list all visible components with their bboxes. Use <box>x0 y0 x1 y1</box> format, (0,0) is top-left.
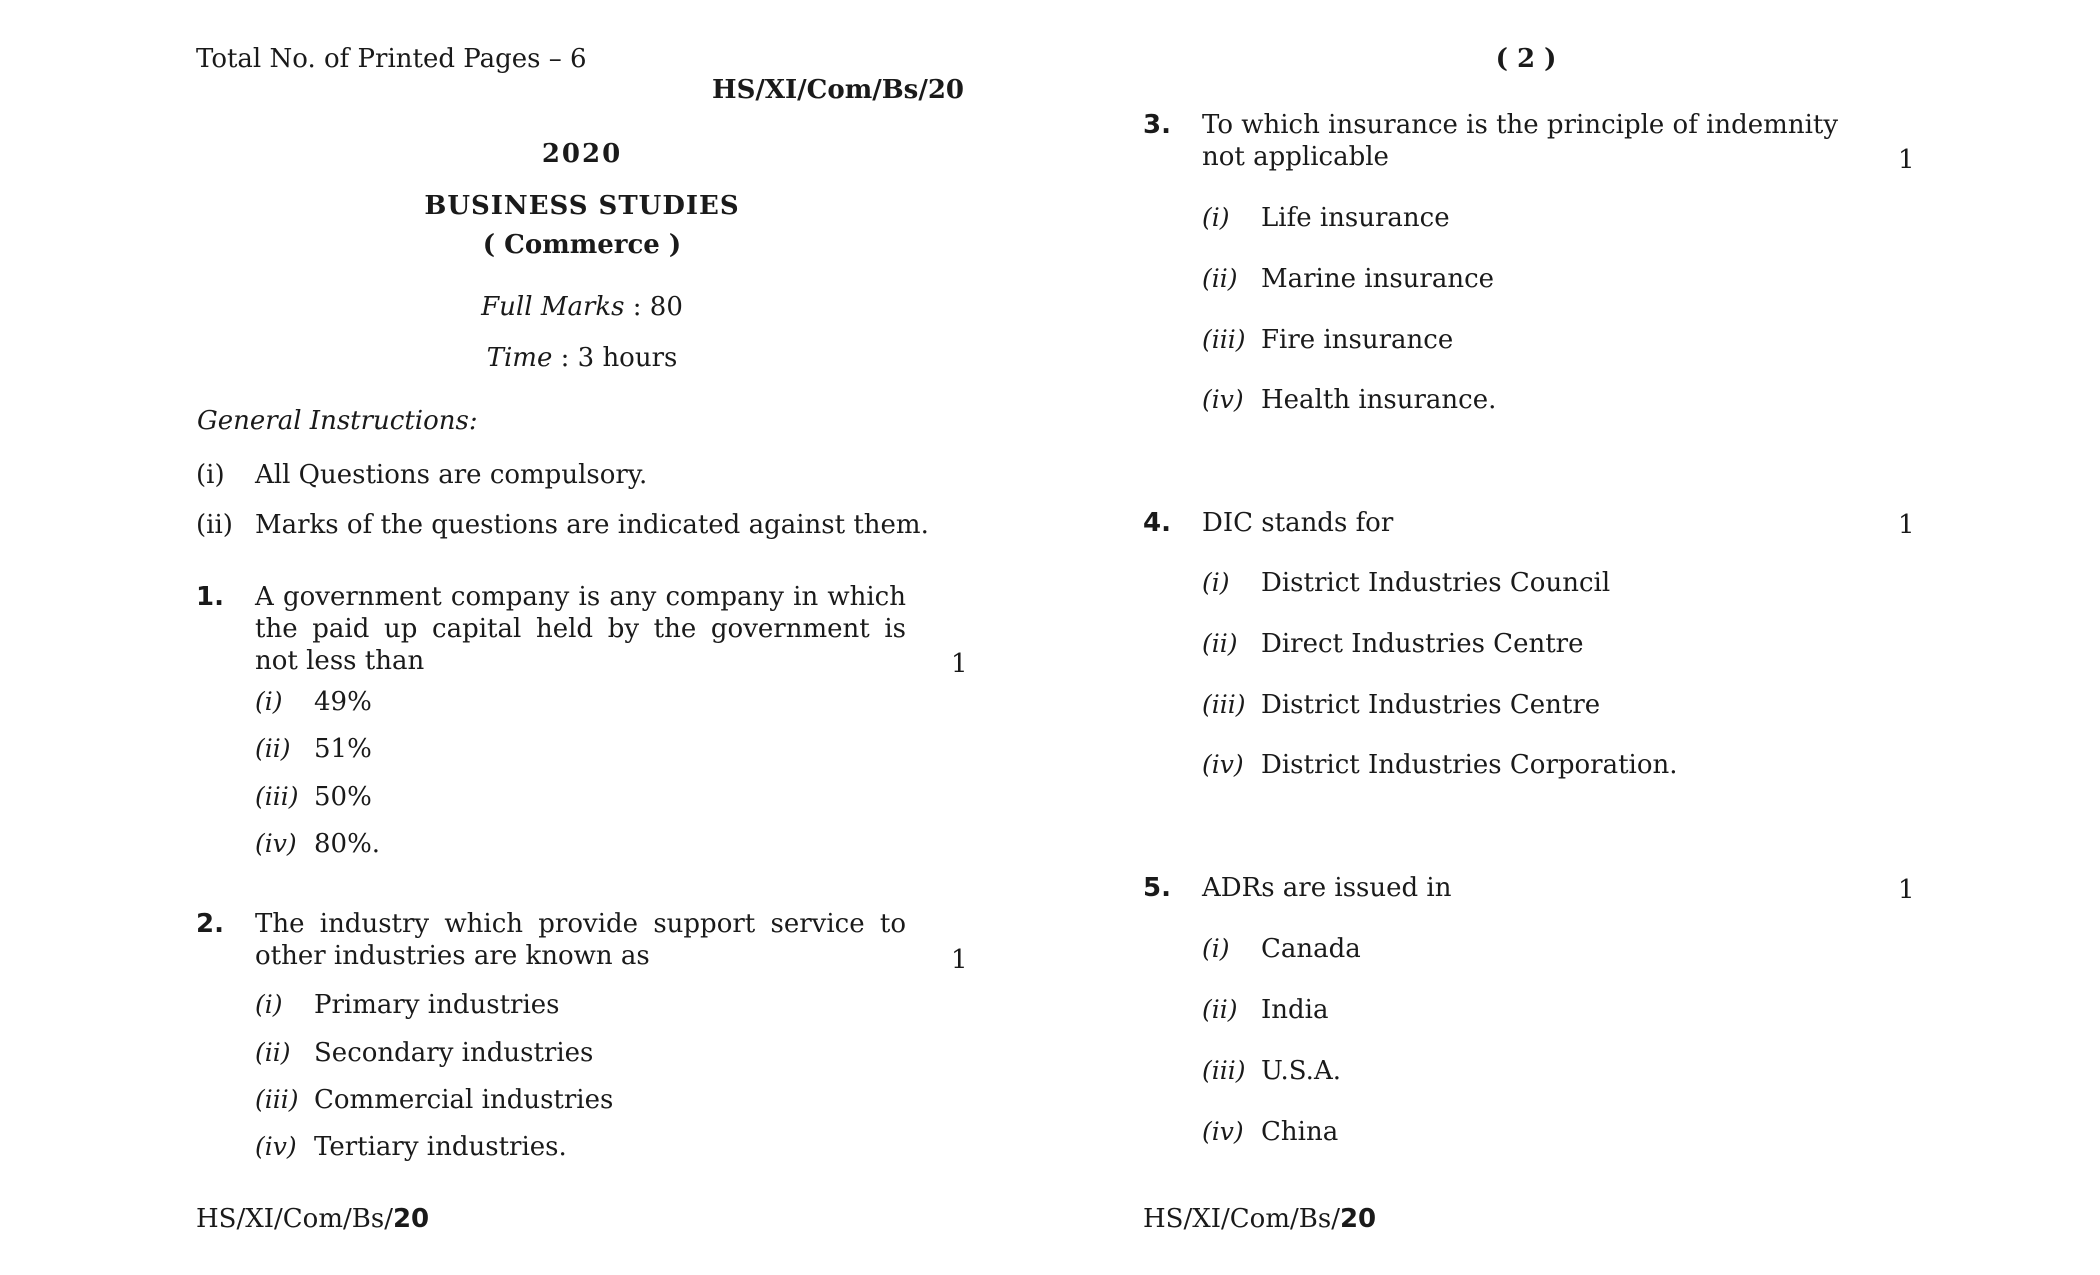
option-text: Primary industries <box>314 990 560 1020</box>
instruction-text: Marks of the questions are indicated against them. <box>255 510 929 540</box>
time-value: : 3 hours <box>560 343 678 373</box>
instruction-number: (ii) <box>196 510 233 540</box>
question-text: A government company is any company in which the paid up capital held by the government is not less than <box>255 582 906 676</box>
instruction-number: (i) <box>196 460 225 490</box>
instruction-item <box>196 459 225 491</box>
option-number: (iii) <box>1202 325 1246 354</box>
option-number: (ii) <box>1202 264 1238 293</box>
option-number: (iv) <box>255 829 297 858</box>
option-number: (ii) <box>255 1038 291 1067</box>
option-number: (iii) <box>255 1085 299 1114</box>
option-text: 80%. <box>314 829 381 859</box>
option-text: District Industries Corporation. <box>1261 750 1678 780</box>
option-number: (ii) <box>1202 995 1238 1024</box>
option-text: Tertiary industries. <box>314 1132 567 1162</box>
option-number: (i) <box>255 990 283 1019</box>
footer-code-suffix: 20 <box>1339 1204 1377 1234</box>
footer-code-suffix: 20 <box>392 1204 430 1234</box>
question-marks: 1 <box>1898 145 1915 175</box>
instruction-item <box>196 509 233 541</box>
option-text: India <box>1261 995 1329 1025</box>
option-number: (i) <box>255 687 283 716</box>
page-number: ( 2 ) <box>1495 44 1557 74</box>
footer-code <box>196 1203 429 1235</box>
option-text: District Industries Council <box>1261 568 1611 598</box>
full-marks <box>481 291 683 323</box>
paper-code: HS/XI/Com/Bs/20 <box>712 75 965 105</box>
question-marks: 1 <box>951 649 968 679</box>
exam-year: 2020 <box>541 139 623 169</box>
option-number: (i) <box>1202 568 1230 597</box>
question-marks: 1 <box>1898 510 1915 540</box>
footer-code-prefix: HS/XI/Com/Bs/ <box>196 1204 393 1234</box>
question-text: The industry which provide support service to other industries are known as <box>255 909 906 971</box>
footer-code <box>1143 1203 1376 1235</box>
footer-code-prefix: HS/XI/Com/Bs/ <box>1143 1204 1340 1234</box>
option-number: (iii) <box>255 782 299 811</box>
option-number: (iv) <box>1202 1117 1244 1146</box>
option-text: 51% <box>314 734 372 764</box>
instructions-heading: General Instructions: <box>197 406 478 436</box>
option-text: Health insurance. <box>1261 385 1497 415</box>
question-number: 4. <box>1143 508 1171 538</box>
full-marks-value: : 80 <box>632 292 683 322</box>
option-text: Canada <box>1261 934 1361 964</box>
question-marks: 1 <box>1898 875 1915 905</box>
option-text: Life insurance <box>1261 203 1450 233</box>
option-number: (iii) <box>1202 1056 1246 1085</box>
option-text: U.S.A. <box>1261 1056 1341 1086</box>
option-text: China <box>1261 1117 1339 1147</box>
time-label: Time <box>486 343 553 373</box>
question-number: 1. <box>196 582 224 612</box>
option-number: (i) <box>1202 203 1230 232</box>
subject-title: BUSINESS STUDIES <box>424 191 740 221</box>
instruction-text: All Questions are compulsory. <box>255 460 648 490</box>
option-number: (iii) <box>1202 690 1246 719</box>
question-number: 3. <box>1143 110 1171 140</box>
option-number: (iv) <box>255 1132 297 1161</box>
option-text: 50% <box>314 782 372 812</box>
option-number: (iv) <box>1202 385 1244 414</box>
exam-time <box>487 342 678 374</box>
option-text: 49% <box>314 687 372 717</box>
question-text: DIC stands for <box>1202 508 1394 538</box>
question-text: ADRs are issued in <box>1202 873 1452 903</box>
full-marks-label: Full Marks <box>481 292 625 322</box>
question-number: 5. <box>1143 873 1171 903</box>
option-number: (ii) <box>1202 629 1238 658</box>
printed-pages-count: Total No. of Printed Pages – 6 <box>196 44 587 74</box>
option-text: Fire insurance <box>1261 325 1454 355</box>
option-text: Direct Industries Centre <box>1261 629 1584 659</box>
option-number: (i) <box>1202 934 1230 963</box>
question-marks: 1 <box>951 945 968 975</box>
option-text: Marine insurance <box>1261 264 1495 294</box>
option-number: (ii) <box>255 734 291 763</box>
option-text: District Industries Centre <box>1261 690 1601 720</box>
question-number: 2. <box>196 909 224 939</box>
option-text: Secondary industries <box>314 1038 594 1068</box>
stream-label: ( Commerce ) <box>482 230 682 260</box>
option-text: Commercial industries <box>314 1085 614 1115</box>
option-number: (iv) <box>1202 750 1244 779</box>
question-text: To which insurance is the principle of indemnity not applicable <box>1202 110 1839 172</box>
